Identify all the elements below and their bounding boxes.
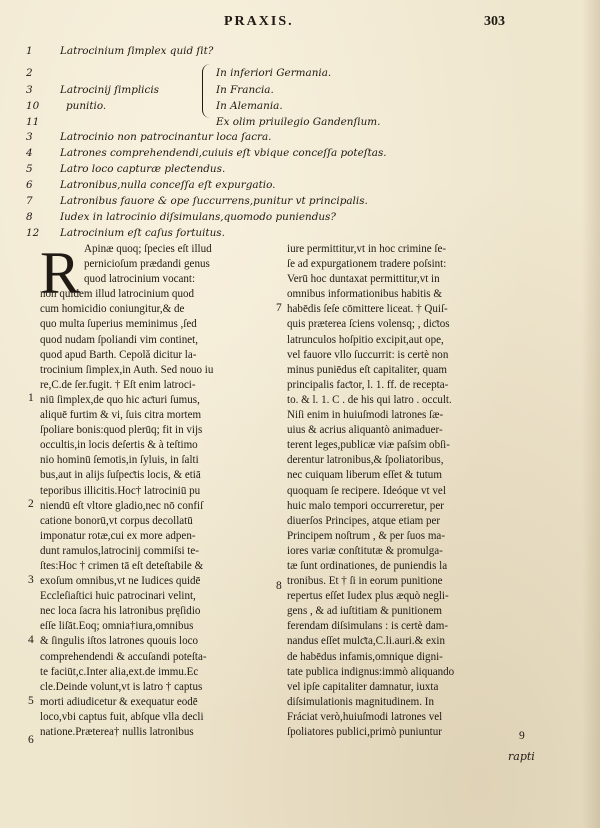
text-line: minus puniēdus eſt capitaliter, quam (287, 363, 448, 376)
summary-item: 11 (26, 116, 40, 128)
text-line: te faciūt,c.Inter alia,ext.de immu.Ec (40, 665, 199, 678)
margin-note-number: 4 (28, 634, 34, 646)
margin-note-number: 3 (28, 574, 34, 586)
summary-item: 8 Iudex in latrocinio diſsimulans,quomodo puniendus? (26, 211, 336, 223)
text-line: niendū eſt vltore gladio,nec nō confiſ (40, 499, 204, 512)
text-line: pernicioſum prædandi genus (84, 258, 210, 271)
text-line: teporibus illicitis.Hoc† latrociniū pu (40, 484, 201, 497)
text-line: ſpoliatores publici,primò puniuntur (287, 726, 442, 738)
summary-subitem: In inferiori Germania. (216, 67, 332, 79)
running-header-title: PRAXIS. (224, 14, 294, 29)
summary-item: 12 Latrocinium eſt caſus fortuitus. (26, 227, 225, 239)
summary-item: 3 Latrocinio non patrocinantur loca ſacra. (26, 131, 272, 143)
text-line: Fráciat verò,huiuſmodi latrones vel (287, 710, 443, 723)
text-line: ſe ad expurgationem tradere poſsint: (287, 258, 447, 271)
text-line: uius & acrius aliquantò animaduer- (287, 424, 443, 437)
text-line: cum homicidio coniungitur,& de (40, 303, 185, 316)
text-line: nec loca ſacra his latronibus pręſidio (40, 605, 201, 618)
text-line: quis præterea ſciens volensq; , diƈtos (287, 318, 450, 331)
text-line: vel fauore vllo ſuccurrit: is certè non (287, 348, 449, 361)
summary-item: 4 Latrones comprehendendi,cuiuis eſt vbique conceſſa poteſtas. (26, 147, 387, 159)
text-line: gens , & ad iuſtitiam & punitionem (287, 605, 442, 618)
text-line: Niſi enim in huiuſmodi latrones ſæ- (287, 409, 444, 422)
summary-subitem: In Francia. (216, 84, 274, 96)
right-column (287, 242, 515, 740)
margin-note-number: 8 (276, 580, 282, 592)
summary-item: 1 Latrocinium ſimplex quid ſit? (26, 45, 214, 57)
text-line: eſſe liſāt.Eoq; omnia†iura,omnibus (40, 620, 194, 633)
summary-subitem: Ex olim priuilegio Gandenſium. (216, 116, 381, 128)
text-line: tate publica indignus:immò aliquando (287, 665, 455, 678)
margin-note-number: 7 (276, 302, 282, 314)
text-line: quod apud Barth. Cepolă dicitur la- (40, 348, 197, 361)
page-number: 303 (484, 14, 505, 29)
left-column (40, 242, 278, 740)
text-line: quod latrocinium vocant: (84, 273, 196, 286)
text-line: cle.Deinde volunt,vt is latro † captus (40, 680, 203, 693)
margin-note-number: 2 (28, 498, 34, 510)
text-line: nio hominū ſemotis,in ſyluis, in ſalti (40, 454, 199, 467)
text-line: derentur latronibus,& ſpoliatoribus, (287, 454, 444, 467)
text-line: ferendam diſsimulans : is certè dam- (287, 620, 449, 633)
text-line: repertus eſſet Iudex plus æquò negli- (287, 590, 449, 603)
text-line: & ſingulis iſtos latrones quouis loco (40, 635, 199, 648)
text-line: tæ ſunt ordinationes, de puniendis la (287, 559, 448, 572)
summary-item: 3 Latrocinij ſimplicis (26, 84, 159, 96)
text-line: quod nudam ſpoliandi vim continet, (40, 333, 199, 346)
text-line: dunt ramulos,latrocinij commiſsi te- (40, 544, 199, 557)
text-line: nec cuiquam liberum eſſet & tutum (287, 469, 442, 482)
text-line: iure permittitur,vt in hoc crimine ſe- (287, 243, 447, 255)
summary-brace (202, 64, 212, 118)
text-line: latrunculos hoſpitio excipit,aut ope, (287, 333, 444, 346)
text-line: iores variæ conſtitutæ & promulga- (287, 544, 443, 557)
summary-item: 7 Latronibus fauore & ope ſuccurrens,punitur vt principalis. (26, 195, 368, 207)
text-line: natione.Præterea† nullis latronibus (40, 726, 194, 738)
text-line: habēdis ſeſe cōmittere liceat. † Quiſ- (287, 303, 448, 316)
page-edge-shadow (582, 0, 600, 828)
summary-item: 10 punitio. (26, 100, 107, 112)
text-line: diuerſos Principes, atque etiam per (287, 514, 441, 527)
text-line: non quidem illud latrocinium quod (40, 288, 195, 301)
text-line: quo multa ſuperius meminimus ,ſed (40, 318, 197, 331)
text-line: vel ipſe capitaliter damnatur, iuxta (287, 680, 439, 693)
text-line: omnibus informationibus habitis & (287, 288, 442, 301)
text-line: terent leges,publicæ viæ paſsim obſi- (287, 439, 450, 452)
text-line: imponatur rotæ,cui ex more adpen- (40, 529, 196, 542)
text-line: bus,aut in alijs ſuſpeƈtis locis, & etiā (40, 469, 201, 482)
text-line: ſtes:Hoc † crimen tā eſt deteſtabile & (40, 559, 204, 572)
drop-cap-initial: R (40, 240, 81, 306)
margin-note-number: 1 (28, 392, 34, 404)
text-line: principalis faƈtor, l. 1. ff. de recepta- (287, 378, 449, 391)
text-line: Apinæ quoq; ſpecies eſt illud (84, 243, 212, 255)
text-line: de habēdus infamis,omnique digni- (287, 650, 443, 663)
text-line: Eccleſiaſtici huic patrocinari velint, (40, 590, 196, 603)
catchword: rapti (508, 750, 535, 763)
text-line: Principem noſtrum , & per ſuos ma- (287, 529, 446, 542)
summary-subitem: In Alemania. (216, 100, 283, 112)
margin-note-number: 9 (519, 730, 525, 742)
summary-item: 6 Latronibus,nulla conceſſa eſt expurgatio. (26, 179, 276, 191)
text-line: diſsimulationis magnitudinem. In (287, 695, 434, 708)
text-line: quoquam ſe recipere. Ideóque vt vel (287, 484, 446, 497)
text-line: to. & l. 1. C . de his qui latro . occult. (287, 393, 452, 406)
summary-item: 2 (26, 67, 33, 79)
text-line: tronibus. Et † ſi in eorum punitione (287, 575, 443, 588)
text-line: aliquē furtim & vi, ſuis citra mortem (40, 409, 202, 422)
text-line: trocinium ſimplex,in Auth. Sed nouo iu (40, 363, 214, 376)
text-line: Verū hoc duntaxat permittitur,vt in (287, 273, 440, 286)
text-line: ſpoliare bonis:quod plerūq; fit in vijs (40, 424, 203, 437)
text-line: re,C.de ſer.fugit. † Eſt enim latroci- (40, 378, 196, 391)
text-line: huic malo tempori occurreretur, per (287, 499, 444, 512)
margin-note-number: 6 (28, 734, 34, 746)
text-line: comprehendendi & accuſandi poteſta- (40, 650, 207, 663)
text-line: catione bonorū,vt corpus decollatū (40, 514, 193, 527)
text-line: niū ſimplex,de quo hic aƈturi ſumus, (40, 393, 200, 406)
margin-note-number: 5 (28, 695, 34, 707)
text-line: occultis,in locis deſertis & à teſtimo (40, 439, 198, 452)
summary-item: 5 Latro loco capturæ pleƈtendus. (26, 163, 226, 175)
text-line: morti adiudicetur & exequatur eodē (40, 695, 198, 708)
text-line: exoſum omnibus,vt ne Iudices quidē (40, 575, 201, 588)
text-line: loco,vbi captus fuit, abſque vlla decli (40, 710, 204, 723)
text-line: nandus eſſet mulƈta,C.li.auri.& exin (287, 635, 445, 648)
